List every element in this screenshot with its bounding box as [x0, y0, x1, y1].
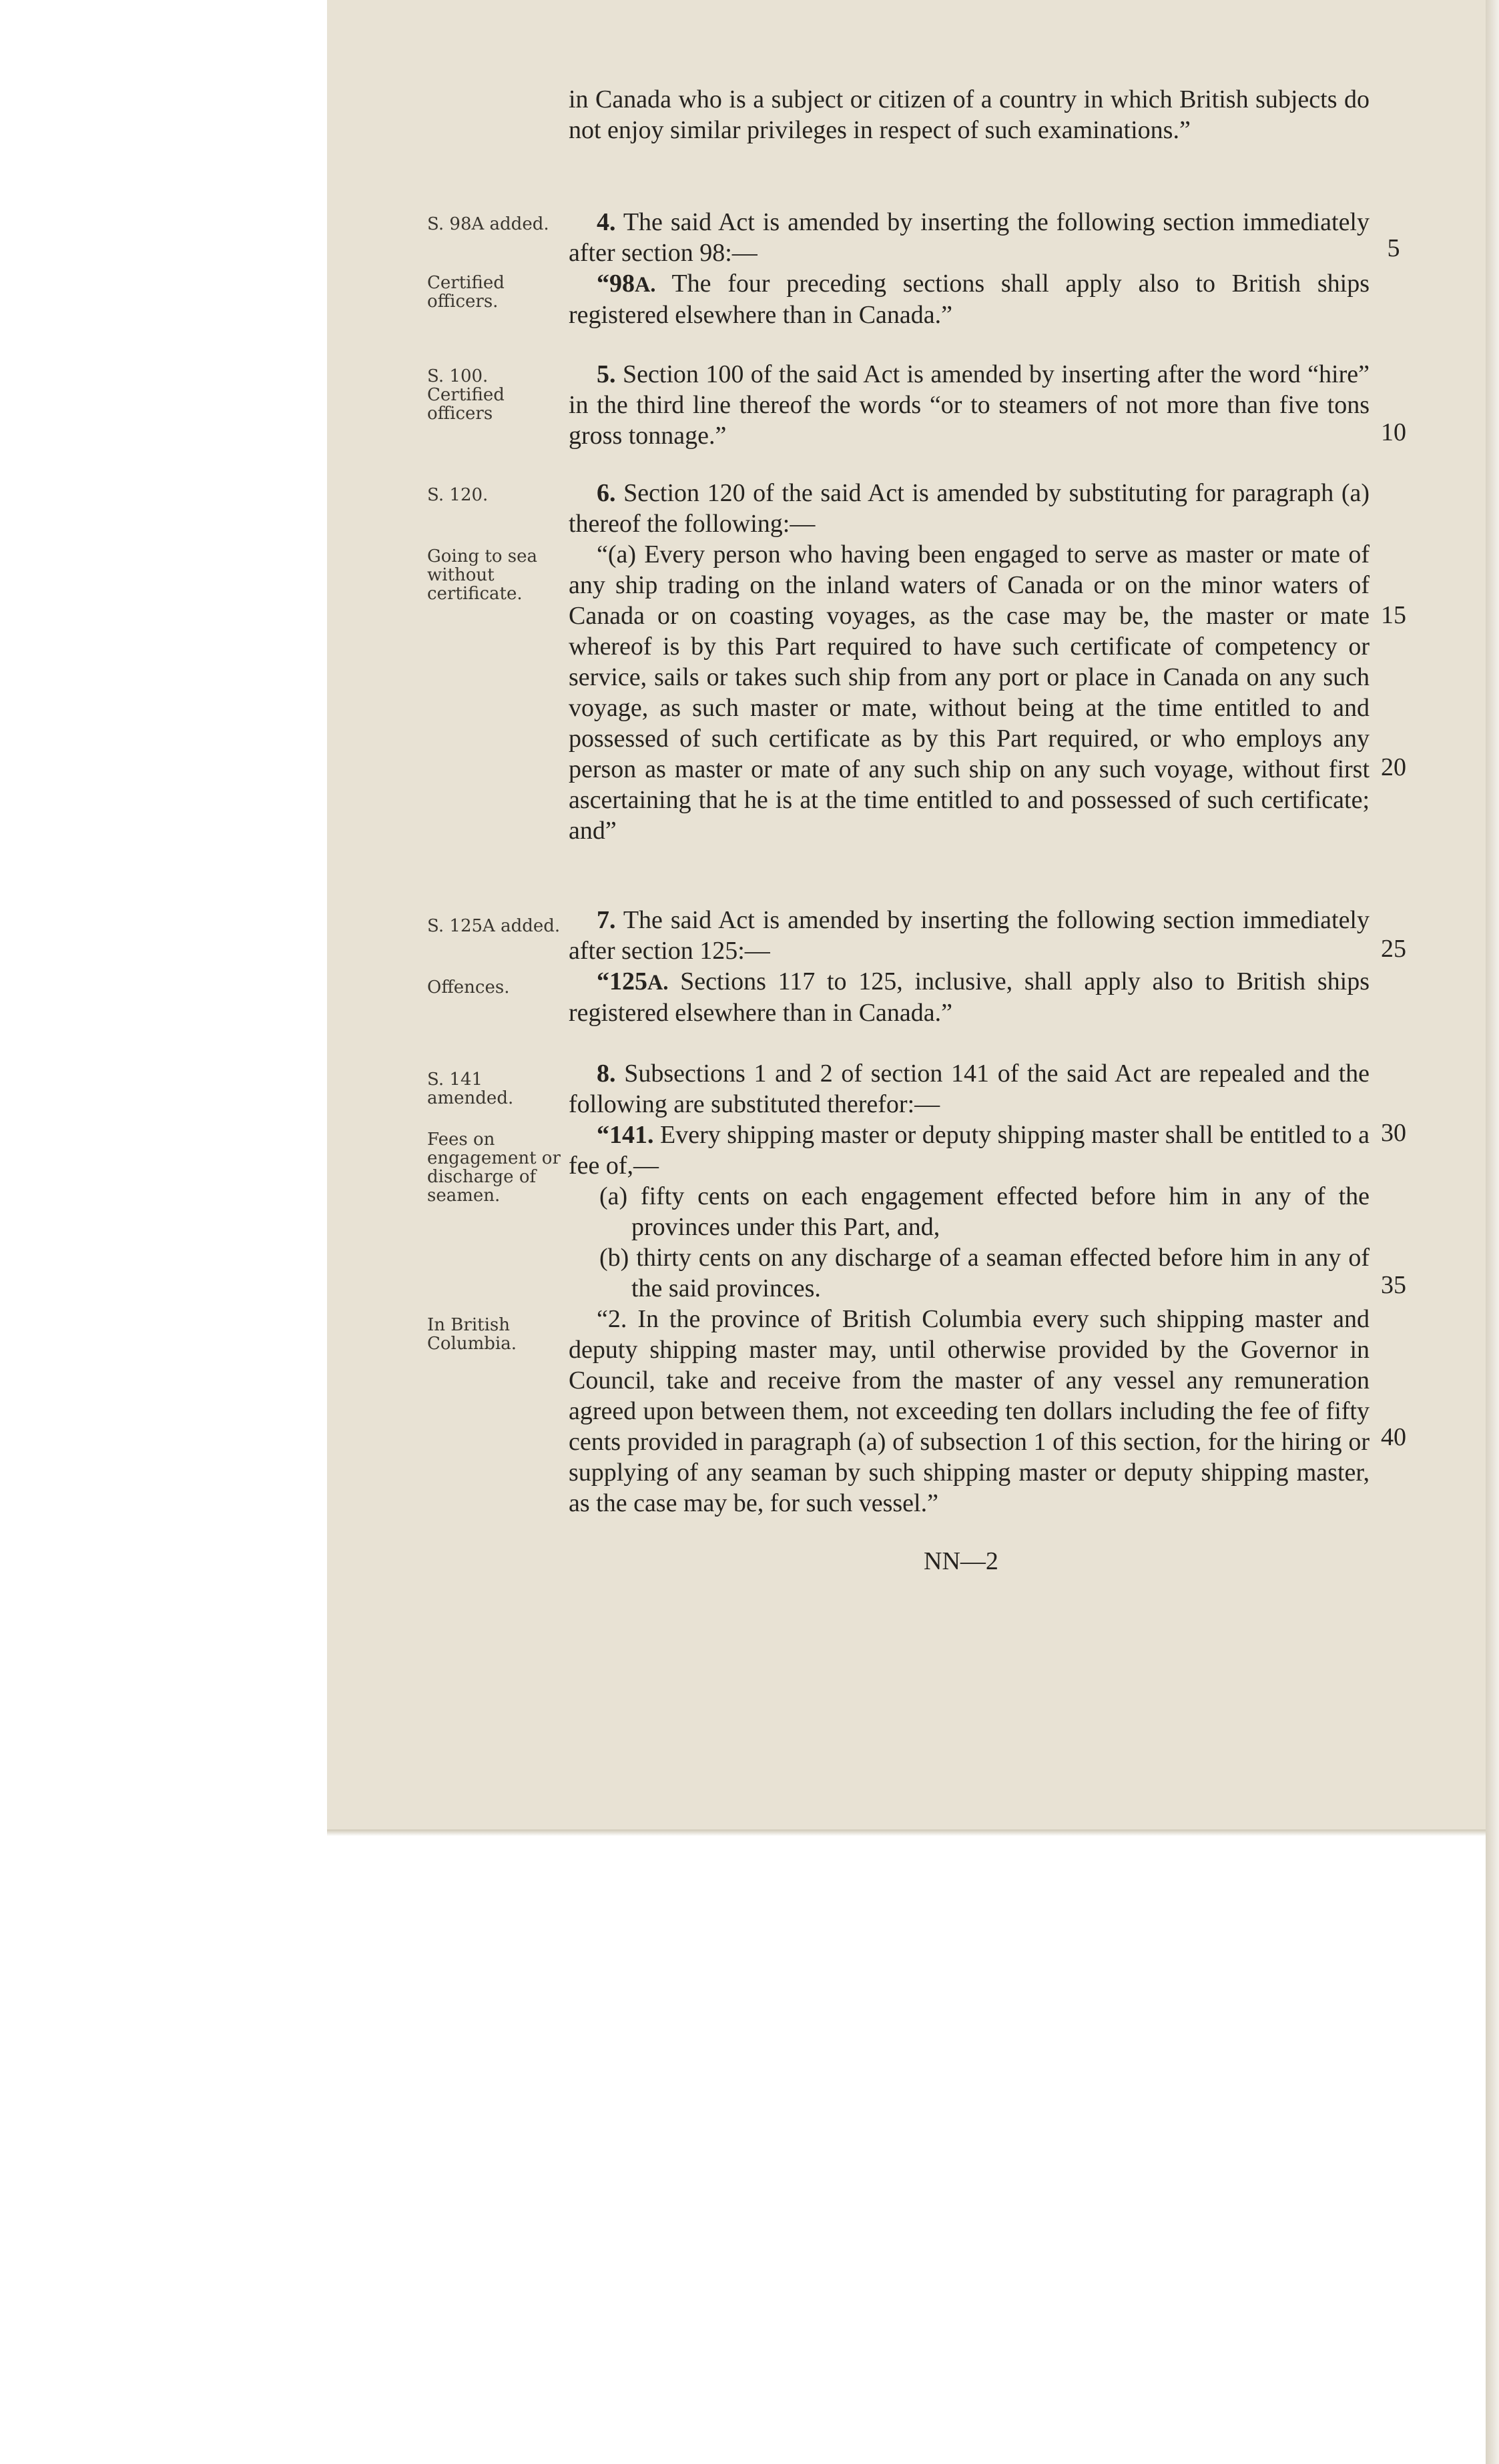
item-a: (a) fifty cents on each engagement effected before him in any of the provinces under this Part, and, [599, 1182, 1370, 1241]
section-98a-number: “98 [597, 270, 635, 298]
section-8 [569, 1058, 1370, 1519]
margin-note-s120: S. 120. [427, 485, 489, 505]
paper-bottom-shadow [327, 1829, 1486, 1836]
section-4-text: The said Act is amended by inserting the following section immediately after section 98:— [569, 208, 1370, 267]
section-4 [569, 207, 1370, 330]
item-b: (b) thirty cents on any discharge of a seaman effected before him in any of the said provinces. [599, 1244, 1370, 1302]
intro-text: in Canada who is a subject or citizen of a country in which British subjects do not enjoy similar privileges in respect of such examinations.” [569, 85, 1370, 144]
margin-note-s141: S. 141 amended. [427, 1070, 514, 1108]
section-141-text: Every shipping master or deputy shipping master shall be entitled to a fee of,— [569, 1121, 1370, 1180]
margin-note-s98a: S. 98A added. [427, 214, 549, 234]
section-4-number: 4. [597, 208, 616, 236]
page-signature: NN—2 [924, 1547, 998, 1575]
line-number-35: 35 [1381, 1271, 1406, 1299]
section-6-text: Section 120 of the said Act is amended by substituting for paragraph (a) thereof the following:— [569, 479, 1370, 538]
section-6-number: 6. [597, 479, 616, 507]
line-number-25: 25 [1381, 935, 1406, 963]
line-number-5: 5 [1387, 234, 1400, 262]
paper-edge [1486, 0, 1499, 2464]
section-8-number: 8. [597, 1060, 616, 1088]
margin-note-going-to-sea: Going to sea without certificate. [427, 546, 537, 604]
line-number-10: 10 [1381, 418, 1406, 446]
section-125a-number: “125 [597, 967, 647, 995]
margin-note-s125a: S. 125A added. [427, 916, 561, 936]
line-number-15: 15 [1381, 601, 1406, 629]
margin-note-s100: S. 100. Certified officers [427, 366, 505, 424]
section-5-number: 5. [597, 360, 616, 388]
section-125a-suffix: A. [647, 970, 669, 994]
margin-note-offences: Offences. [427, 977, 510, 997]
margin-note-fees: Fees on engagement or discharge of seamen. [427, 1130, 561, 1206]
section-7-number: 7. [597, 906, 616, 934]
section-8-text: Subsections 1 and 2 of section 141 of the said Act are repealed and the following are substituted therefor:— [569, 1060, 1370, 1118]
section-7 [569, 905, 1370, 1028]
section-5 [569, 359, 1370, 451]
section-6 [569, 478, 1370, 846]
section-141-number: “141. [597, 1121, 654, 1149]
intro-paragraph [569, 84, 1370, 145]
line-number-30: 30 [1381, 1119, 1406, 1147]
section-6-quote: “(a) Every person who having been engaged to serve as master or mate of any ship trading on the inland waters of Canada or on the minor waters of Canada or on coasting voyages, as the case may be, the master or mate whereof is by this Part required to have such certificate of competency or service, sails or takes such ship from any port or place in Canada on any such voyage, as such master or mate, without being at the time entitled to and possessed of such certificate as by this Part required, or who employs any person as master or mate of any such ship on any such voyage, without first ascertaining that he is at the time entitled to and possessed of such certificate; and” [569, 540, 1370, 845]
section-98a-suffix: A. [635, 272, 656, 296]
section-7-text: The said Act is amended by inserting the following section immediately after section 125:— [569, 906, 1370, 965]
margin-note-certified-officers-1: Certified officers. [427, 273, 505, 312]
section-125a-text: Sections 117 to 125, inclusive, shall apply also to British ships registered elsewhere than in Canada.” [569, 967, 1370, 1027]
section-5-text: Section 100 of the said Act is amended by inserting after the word “hire” in the third line thereof the words “or to steamers of not more than five tons gross tonnage.” [569, 360, 1370, 450]
margin-note-british-columbia: In British Columbia. [427, 1315, 517, 1354]
section-98a-text: The four preceding sections shall apply also to British ships registered elsewhere than in Canada.” [569, 270, 1370, 329]
subsection-2: “2. In the province of British Columbia every such shipping master and deputy shipping master may, until otherwise provided by the Governor in Council, take and receive from the master of any vessel any remuneration agreed upon between them, not exceeding ten dollars including the fee of fifty cents provided in paragraph (a) of subsection 1 of this section, for the hiring or supplying of any seaman by such shipping master or deputy shipping master, as the case may be, for such vessel.” [569, 1305, 1370, 1517]
line-number-40: 40 [1381, 1423, 1406, 1451]
line-number-20: 20 [1381, 753, 1406, 781]
